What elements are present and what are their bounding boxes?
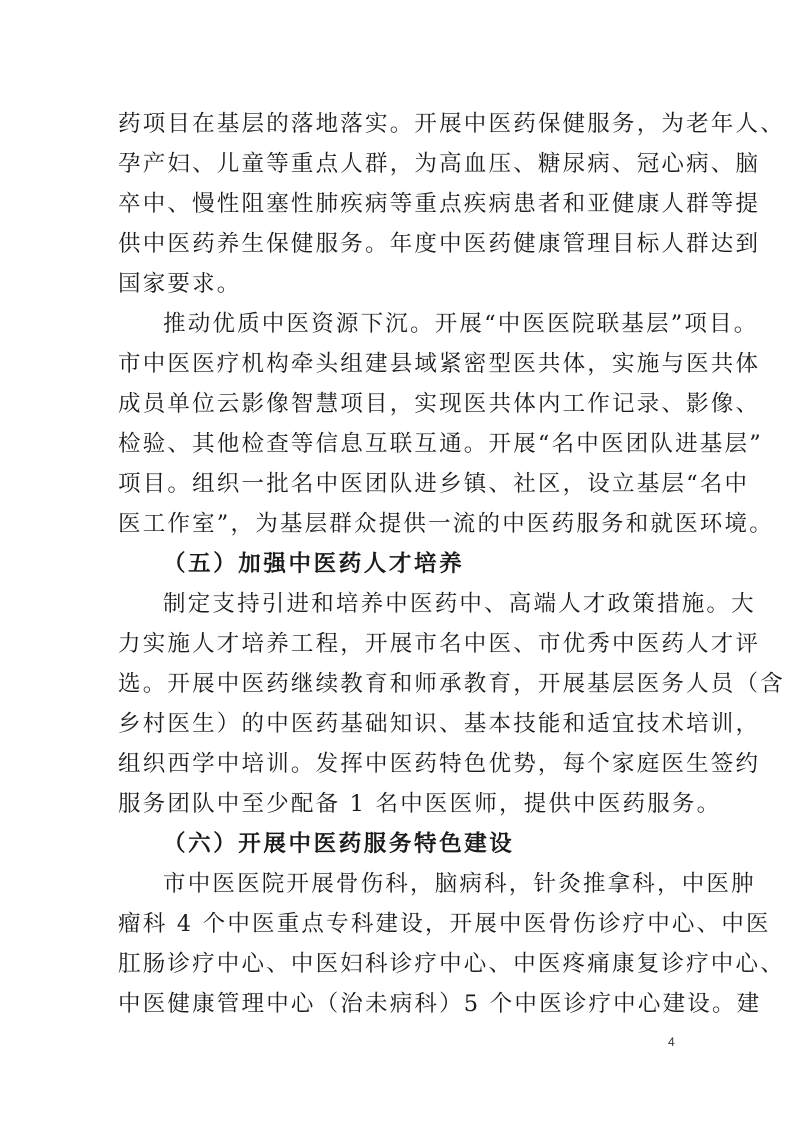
text-line: 检验、其他检查等信息互联互通。开展“名中医团队进基层” bbox=[118, 431, 763, 457]
text-line: 选。开展中医药继续教育和师承教育，开展基层医务人员（含 bbox=[118, 671, 785, 697]
text-line: 成员单位云影像智慧项目，实现医共体内工作记录、影像、 bbox=[118, 391, 761, 417]
text-line: 制定支持引进和培养中医药中、高端人才政策措施。大 bbox=[163, 591, 756, 617]
text-line: 力实施人才培养工程，开展市名中医、市优秀中医药人才评 bbox=[118, 631, 761, 657]
text-line: 药项目在基层的落地落实。开展中医药保健服务，为老年人、 bbox=[118, 111, 785, 137]
text-line: 中医健康管理中心（治未病科）5 个中医诊疗中心建设。建 bbox=[118, 991, 762, 1017]
text-line: 肛肠诊疗中心、中医妇科诊疗中心、中医疼痛康复诊疗中心、 bbox=[118, 951, 785, 977]
text-line: 供中医药养生保健服务。年度中医药健康管理目标人群达到 bbox=[118, 231, 761, 257]
page-number: 4 bbox=[668, 1035, 675, 1049]
text-line: 市中医医疗机构牵头组建县域紧密型医共体，实施与医共体 bbox=[118, 351, 761, 377]
text-line: 瘤科 4 个中医重点专科建设，开展中医骨伤诊疗中心、中医 bbox=[118, 911, 771, 937]
text-line: 孕产妇、儿童等重点人群，为高血压、糖尿病、冠心病、脑 bbox=[118, 151, 761, 177]
text-line: 项目。组织一批名中医团队进乡镇、社区，设立基层“名中 bbox=[118, 471, 750, 497]
text-line: 医工作室”，为基层群众提供一流的中医药服务和就医环境。 bbox=[118, 511, 774, 537]
text-line: 卒中、慢性阻塞性肺疾病等重点疾病患者和亚健康人群等提 bbox=[118, 191, 761, 217]
text-line: 乡村医生）的中医药基础知识、基本技能和适宜技术培训， bbox=[118, 711, 761, 737]
text-line: 市中医医院开展骨伤科，脑病科，针灸推拿科，中医肿 bbox=[163, 871, 756, 897]
text-line: 推动优质中医资源下沉。开展“中医医院联基层”项目。 bbox=[163, 311, 759, 337]
text-line: 服务团队中至少配备 1 名中医医师，提供中医药服务。 bbox=[118, 791, 722, 817]
section-heading: （五）加强中医药人才培养 bbox=[163, 551, 465, 577]
section-heading: （六）开展中医药服务特色建设 bbox=[163, 831, 515, 857]
text-line: 组织西学中培训。发挥中医药特色优势，每个家庭医生签约 bbox=[118, 751, 761, 777]
text-line: 国家要求。 bbox=[118, 271, 242, 297]
